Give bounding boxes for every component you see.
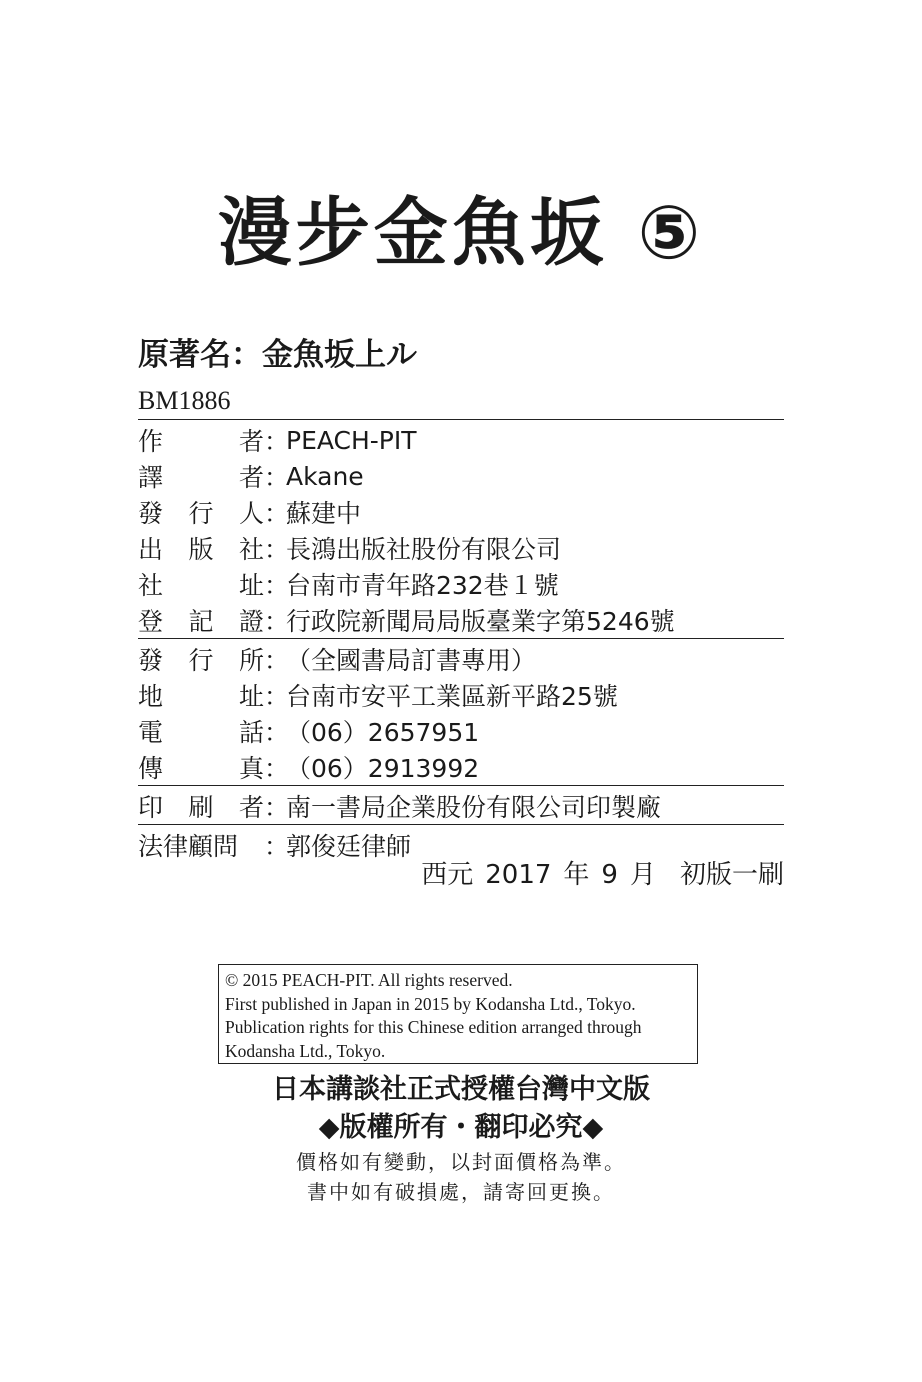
info-label — [138, 827, 264, 863]
info-label — [138, 422, 264, 458]
book-code: BM1886 — [138, 386, 231, 415]
info-label-char: 人 — [238, 499, 264, 528]
publication-info-table — [138, 419, 784, 863]
price-note: 價格如有變動，以封面價格為準。 — [296, 1150, 626, 1174]
info-value: 台南市青年路232巷１號 — [286, 571, 559, 600]
info-label-char: 版 — [188, 535, 214, 564]
info-label-char: 登 — [138, 607, 164, 636]
info-label-char: 社 — [238, 535, 264, 564]
copyright-line: First published in Japan in 2015 by Kodansha Ltd., Tokyo. — [225, 993, 636, 1014]
info-value: 南一書局企業股份有限公司印製廠 — [286, 793, 662, 822]
info-label-char: 法律顧問 — [138, 832, 239, 861]
info-label-char: 行 — [188, 499, 214, 528]
info-label — [138, 641, 264, 677]
info-row — [138, 677, 784, 713]
info-value: （全國書局訂書專用） — [286, 646, 537, 675]
info-value: 長鴻出版社股份有限公司 — [286, 535, 562, 564]
info-colon: ： — [264, 646, 290, 675]
info-label — [138, 713, 264, 749]
date-part: 9 — [601, 860, 618, 890]
rights-notice: ◆版權所有・翻印必究◆ — [318, 1112, 604, 1143]
info-value: （06）2657951 — [286, 718, 480, 747]
info-group — [138, 824, 784, 863]
info-colon: ： — [264, 682, 290, 711]
original-title: 原著名：金魚坂上ル — [138, 337, 417, 373]
info-colon: ： — [264, 463, 290, 492]
info-label-char: 刷 — [188, 793, 214, 822]
info-group — [138, 785, 784, 824]
info-colon: ： — [264, 793, 290, 822]
info-label — [138, 788, 264, 824]
info-value: PEACH-PIT — [286, 425, 417, 455]
copyright-line: © 2015 PEACH-PIT. All rights reserved. — [225, 970, 513, 990]
info-label — [138, 602, 264, 638]
info-label-char: 印 — [138, 793, 164, 822]
info-label-char: 證 — [238, 607, 264, 636]
info-row — [138, 422, 784, 458]
date-part: 月 — [629, 860, 656, 890]
info-label-char: 作 — [138, 427, 164, 456]
date-part: 2017 — [485, 860, 552, 890]
info-label — [138, 566, 264, 602]
info-row — [138, 566, 784, 602]
info-label-char: 者 — [238, 463, 264, 492]
info-label-char: 者 — [238, 793, 264, 822]
info-label-char: 地 — [138, 682, 164, 711]
info-group — [138, 419, 784, 638]
info-colon: ： — [264, 607, 290, 636]
info-label — [138, 530, 264, 566]
date-part: 西元 — [421, 860, 474, 890]
copyright-box — [218, 964, 698, 1064]
info-label-char: 電 — [138, 718, 164, 747]
info-value: 郭俊廷律師 — [286, 832, 412, 861]
info-colon: ： — [264, 754, 290, 783]
info-colon: ： — [264, 499, 290, 528]
info-label-char: 者 — [238, 427, 264, 456]
info-label-char: 發 — [138, 499, 164, 528]
info-label — [138, 749, 264, 785]
info-label — [138, 677, 264, 713]
info-label-char: 真 — [238, 754, 264, 783]
copyright-line: Publication rights for this Chinese edition arranged through — [225, 1017, 642, 1037]
date-part: 初版一刷 — [679, 860, 784, 890]
info-value: （06）2913992 — [286, 754, 480, 783]
info-row — [138, 641, 784, 677]
info-label-char: 址 — [238, 571, 264, 600]
info-label-char: 話 — [238, 718, 264, 747]
info-row — [138, 494, 784, 530]
info-label-char: 譯 — [138, 463, 164, 492]
info-row — [138, 713, 784, 749]
info-row — [138, 827, 784, 863]
info-row — [138, 749, 784, 785]
info-label-char: 行 — [188, 646, 214, 675]
info-value: 行政院新聞局局版臺業字第5246號 — [286, 607, 675, 636]
info-label — [138, 458, 264, 494]
edition-date — [421, 862, 784, 888]
info-label-char: 傳 — [138, 754, 164, 783]
info-label-char: 記 — [188, 607, 214, 636]
authorization-notice: 日本講談社正式授權台灣中文版 — [272, 1074, 650, 1105]
date-part: 年 — [563, 860, 590, 890]
info-row — [138, 788, 784, 824]
info-row — [138, 530, 784, 566]
info-label-char: 址 — [238, 682, 264, 711]
info-colon: ： — [264, 718, 290, 747]
info-value: 蘇建中 — [286, 499, 362, 528]
info-colon: ： — [264, 571, 290, 600]
info-colon: ： — [264, 427, 290, 456]
info-colon: ： — [264, 535, 290, 564]
copyright-line: Kodansha Ltd., Tokyo. — [225, 1040, 386, 1061]
info-value: Akane — [286, 461, 364, 491]
info-group — [138, 638, 784, 785]
info-row — [138, 458, 784, 494]
info-value: 台南市安平工業區新平路25號 — [286, 682, 618, 711]
book-title: 漫步金魚坂 ⑤ — [217, 190, 705, 276]
info-label-char: 所 — [238, 646, 264, 675]
info-colon: ： — [264, 832, 290, 861]
damage-note: 書中如有破損處，請寄回更換。 — [307, 1180, 615, 1204]
info-label-char: 發 — [138, 646, 164, 675]
info-label-char: 社 — [138, 571, 164, 600]
info-row — [138, 602, 784, 638]
info-label-char: 出 — [138, 535, 164, 564]
info-label — [138, 494, 264, 530]
